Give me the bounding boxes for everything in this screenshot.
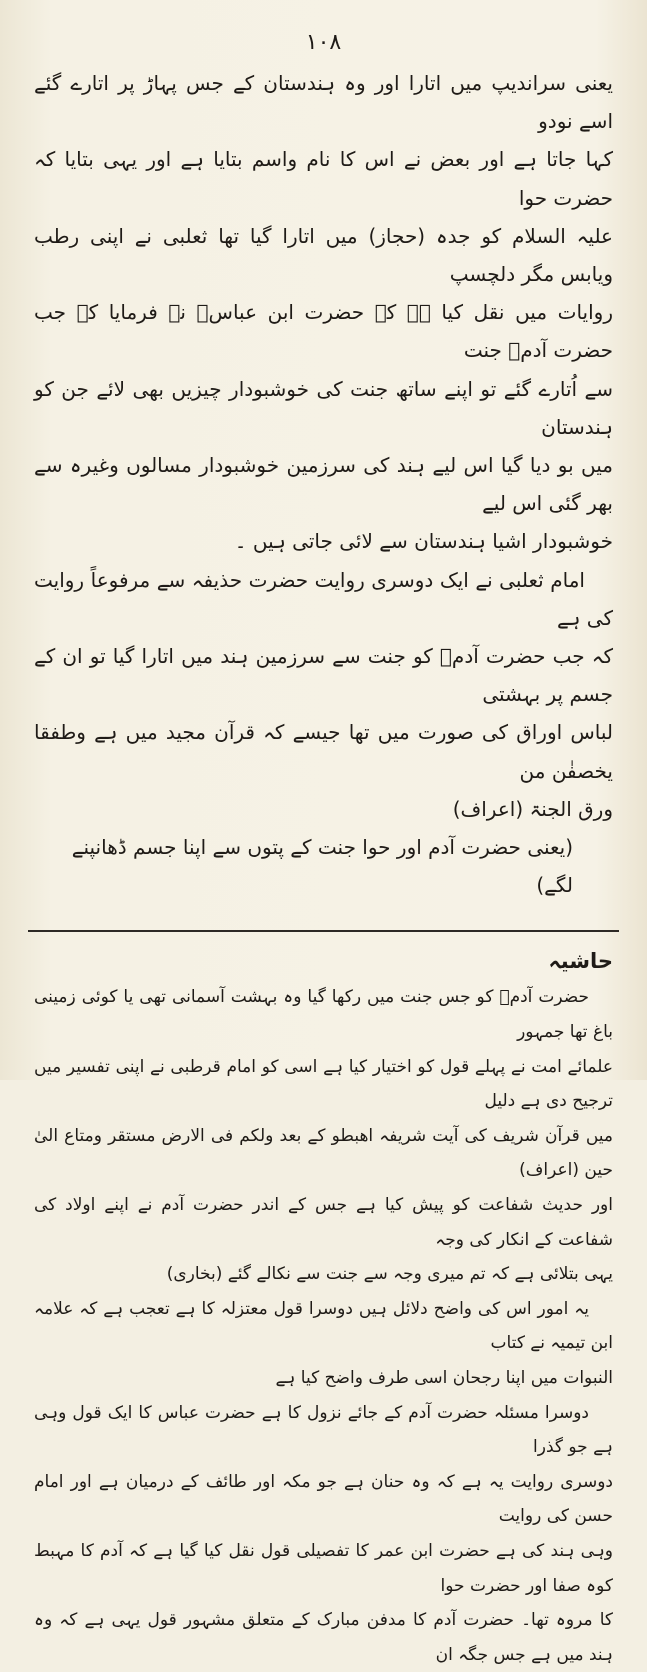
- main-text-line: علیہ السلام کو جدہ (حجاز) میں اتارا گیا تھا ثعلبی نے اپنی رطب ویابس مگر دلچسپ: [34, 223, 613, 287]
- main-text-line: لباس اوراق کی صورت میں تھا جیسے کہ قرآن مجید میں ہے وطفقا یخصفٰن من: [34, 720, 613, 783]
- main-text-line: کہ جب حضرت آدمؑ کو جنت سے سرزمین ہند میں اتارا گیا تو ان کے جسم پر بہشتی: [34, 644, 613, 707]
- footnote-line: وہی ہند کی ہے حضرت ابن عمر کا تفصیلی قول نقل کیا گیا ہے کہ آدم کا مہبط کوہ صفا اور حضرت حوا: [34, 1540, 613, 1596]
- footnote-text: [34, 980, 613, 1672]
- main-text: [34, 64, 613, 904]
- footnote-line: کا مروہ تھا۔ حضرت آدم کا مدفن مبارک کے متعلق مشہور قول یہی ہے کہ وہ ہند میں ہے جس جگہ ان: [34, 1610, 613, 1665]
- footnote-line: میں قرآن شریف کی آیت شریفہ اھبطو کے بعد ولکم فی الارض مستقر ومتاع الیٰ حین (اعراف): [34, 1125, 613, 1181]
- footnote-line: حضرت آدمؑ کو جس جنت میں رکھا گیا وہ بہشت آسمانی تھی یا کوئی زمینی باغ تھا جمہور: [34, 987, 613, 1043]
- page-number: ١٠٨: [305, 30, 342, 55]
- footnote-line: النبوات میں اپنا رجحان اسی طرف واضح کیا ہے: [275, 1368, 613, 1388]
- footnote-divider: [28, 930, 619, 932]
- main-text-line: روایات میں نقل کیا ہے کہ حضرت ابن عباسؓ نے فرمایا کہ جب حضرت آدمؑ جنت: [34, 300, 613, 363]
- footnote-line: علمائے امت نے پہلے قول کو اختیار کیا ہے اسی کو امام قرطبی نے اپنی تفسیر میں ترجیح دی ہے دلیل: [34, 1056, 613, 1112]
- footnote-line: اور حدیث شفاعت کو پیش کیا ہے جس کے اندر حضرت آدم نے اپنے اولاد کی شفاعت کے انکار کی وجہ: [34, 1195, 613, 1250]
- main-text-line: سے اُتارے گئے تو اپنے ساتھ جنت کی خوشبودار چیزیں بھی لائے جن کو ہندستان: [34, 376, 613, 439]
- main-text-line: کہا جاتا ہے اور بعض نے اس کا نام واسم بتایا ہے اور یہی بتایا کہ حضرت حوا: [34, 147, 613, 210]
- footnote-line: دوسرا مسئلہ حضرت آدم کے جائے نزول کا ہے حضرت عباس کا ایک قول وہی ہے جو گذرا: [34, 1402, 613, 1458]
- main-text-line: میں بو دیا گیا اس لیے ہند کی سرزمین خوشبودار مسالوں وغیرہ سے بھر گئی اس لیے: [34, 453, 613, 516]
- footnote-line: دوسری روایت یہ ہے کہ وہ حنان ہے جو مکہ اور طائف کے درمیان ہے اور امام حسن کی روایت: [34, 1471, 613, 1527]
- footnote-line: یہی بتلائی ہے کہ تم میری وجہ سے جنت سے نکالے گئے (بخاری): [166, 1264, 613, 1285]
- quran-reference-line: ورق الجنۃ (اعراف): [452, 796, 613, 821]
- main-text-line: امام ثعلبی نے ایک دوسری روایت حضرت حذیفہ سے مرفوعاً روایت کی ہے: [34, 567, 613, 630]
- main-text-line: خوشبودار اشیا ہندستان سے لائی جاتی ہیں ۔: [234, 529, 613, 554]
- translation-line: (یعنی حضرت آدم اور حوا جنت کے پتوں سے اپنا جسم ڈھانپنے لگے): [71, 835, 573, 898]
- footnote-heading: حاشیہ: [548, 949, 613, 974]
- footnote-line: یہ امور اس کی واضح دلائل ہیں دوسرا قول معتزلہ کا ہے تعجب ہے کہ علامہ ابن تیمیہ نے کتاب: [34, 1298, 613, 1354]
- main-text-line: یعنی سراندیپ میں اتارا اور وہ ہندستان کے جس پہاڑ پر اتارے گئے اسے نودو: [34, 71, 613, 134]
